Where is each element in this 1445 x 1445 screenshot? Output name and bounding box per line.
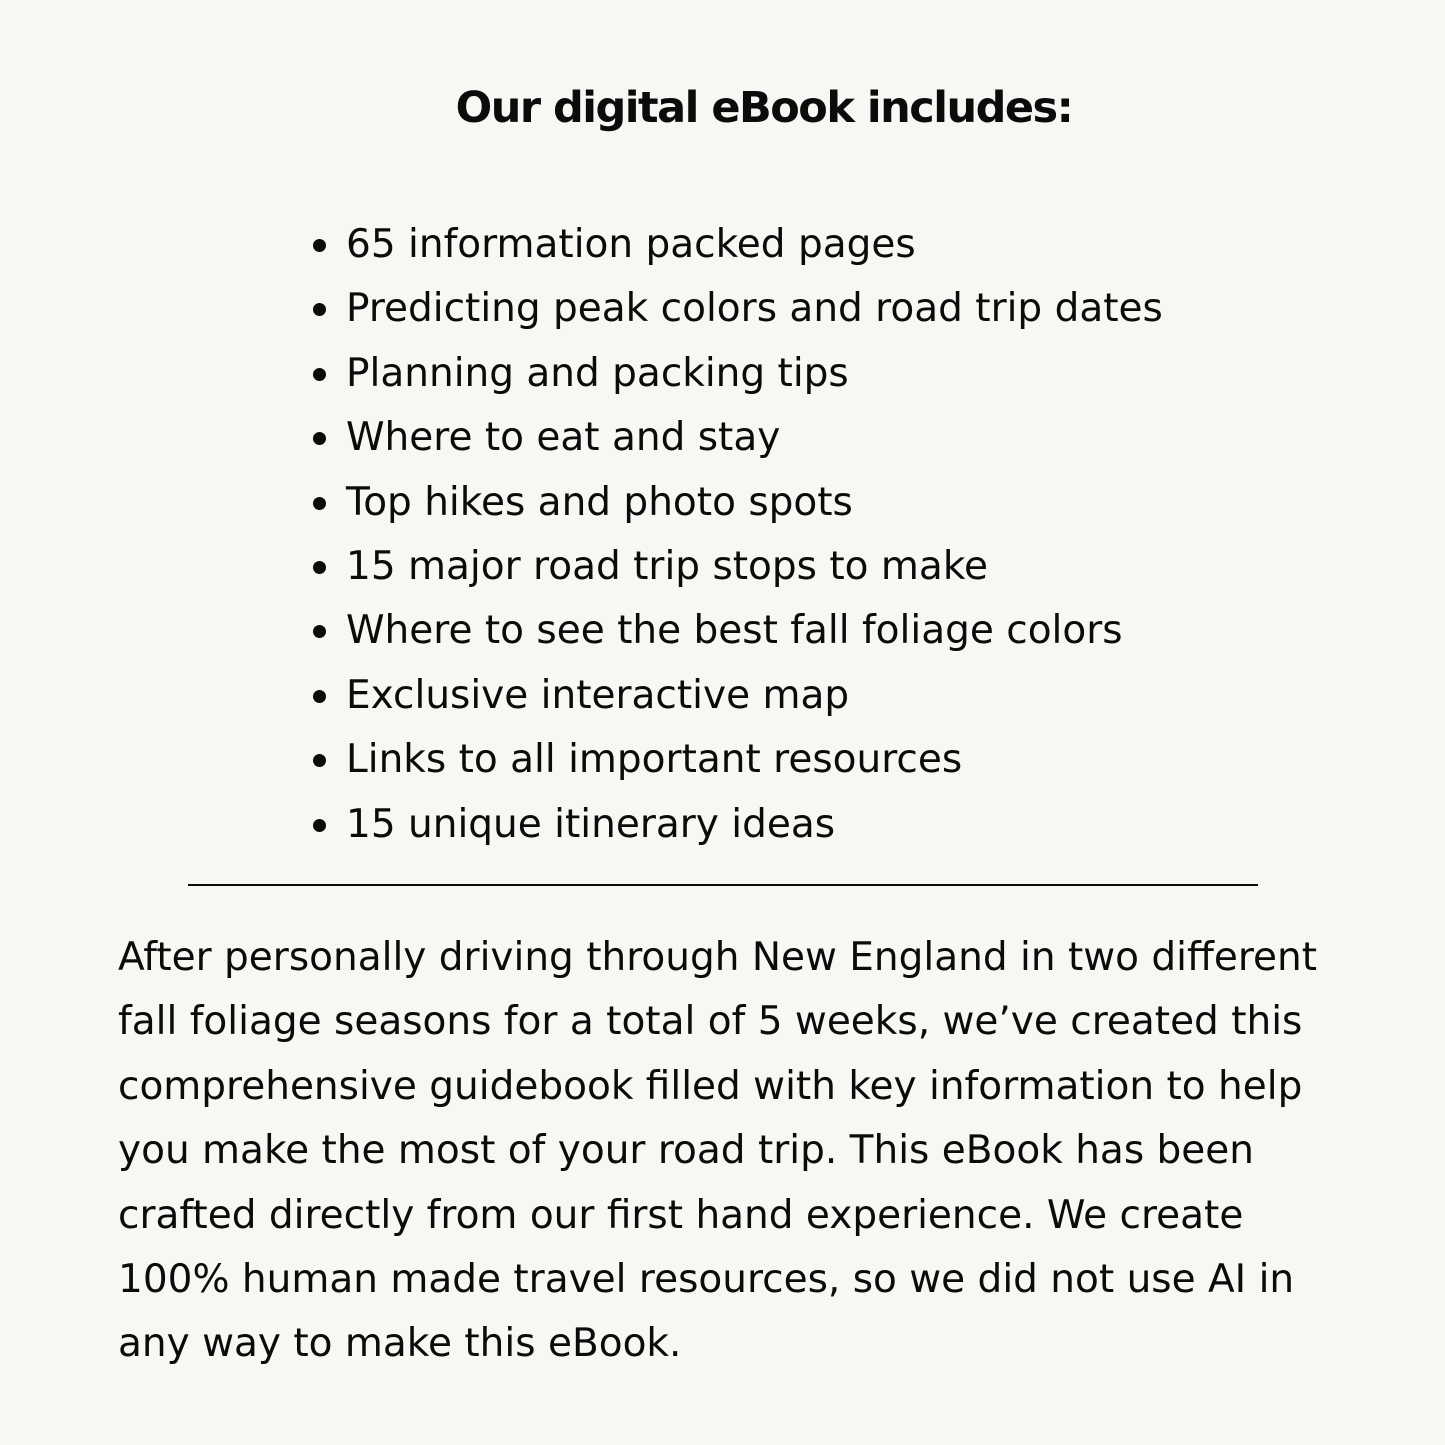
- list-item: [310, 342, 1163, 406]
- feature-text: Top hikes and photo spots: [346, 479, 853, 525]
- description-line: any way to make this eBook.: [118, 1321, 682, 1367]
- list-item: [310, 664, 1163, 728]
- feature-text: Exclusive interactive map: [346, 672, 850, 718]
- list-item: [310, 793, 1163, 857]
- page-title: Our digital eBook includes:: [455, 83, 1073, 133]
- bullet-icon: [313, 239, 326, 252]
- description-line: After personally driving through New England in two different: [118, 935, 1318, 980]
- feature-text: Where to eat and stay: [346, 415, 781, 461]
- description-line: crafted directly from our first hand experience. We create: [118, 1192, 1244, 1238]
- feature-text: 65 information packed pages: [346, 222, 916, 267]
- list-item: [310, 535, 1163, 599]
- feature-text: Where to see the best fall foliage colors: [346, 608, 1123, 654]
- description-line: fall foliage seasons for a total of 5 weeks, we’ve created this: [118, 999, 1303, 1045]
- list-item: [310, 277, 1163, 341]
- bullet-icon: [313, 303, 326, 316]
- feature-list: [310, 213, 1163, 857]
- feature-text: 15 major road trip stops to make: [346, 543, 989, 589]
- bullet-icon: [313, 432, 326, 445]
- feature-text: Links to all important resources: [346, 737, 963, 783]
- bullet-icon: [313, 690, 326, 703]
- bullet-icon: [313, 819, 326, 832]
- list-item: [310, 213, 1163, 277]
- bullet-icon: [313, 368, 326, 381]
- description-paragraph: [118, 926, 1348, 1377]
- feature-text: 15 unique itinerary ideas: [346, 801, 836, 847]
- list-item: [310, 728, 1163, 792]
- bullet-icon: [313, 754, 326, 767]
- description-line: you make the most of your road trip. This eBook has been: [118, 1128, 1255, 1174]
- bullet-icon: [313, 625, 326, 638]
- section-divider: [188, 884, 1258, 886]
- feature-text: Planning and packing tips: [346, 350, 849, 396]
- description-line: 100% human made travel resources, so we did not use AI in: [118, 1257, 1295, 1303]
- description-line: comprehensive guidebook filled with key information to help: [118, 1063, 1303, 1109]
- bullet-icon: [313, 497, 326, 510]
- bullet-icon: [313, 561, 326, 574]
- list-item: [310, 406, 1163, 470]
- feature-text: Predicting peak colors and road trip dates: [346, 286, 1163, 332]
- list-item: [310, 471, 1163, 535]
- list-item: [310, 599, 1163, 663]
